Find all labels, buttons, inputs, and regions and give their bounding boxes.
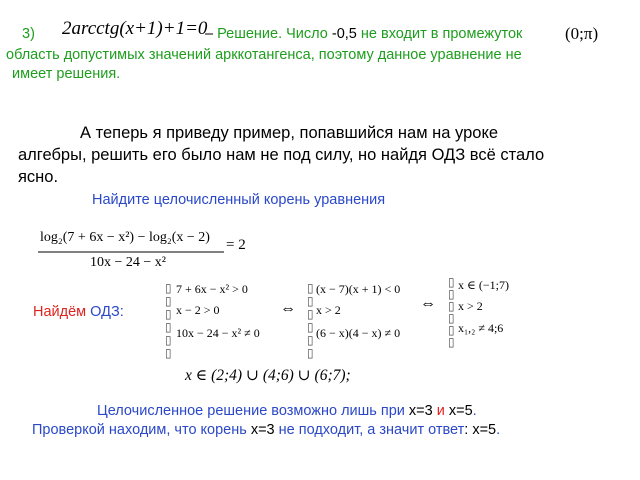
- solution-line1: [205, 25, 522, 44]
- system1-row2: x − 2 > 0: [176, 303, 220, 317]
- c2-e: x=5: [468, 422, 497, 438]
- system1-row1: 7 + 6x − x² > 0: [176, 282, 248, 296]
- system2-brace: ▯ ▯ ▯ ▯ ▯ ▯: [307, 281, 314, 360]
- system3-row3: x₁,₂ ≠ 4;6: [458, 321, 504, 335]
- task-text: Найдите целочисленный корень уравнения: [92, 192, 386, 208]
- system2-row2: x > 2: [316, 303, 341, 317]
- solution-line2: область допустимых значений арккотангенса, поэтому данное уравнение не: [6, 47, 522, 63]
- item-number: 3): [22, 26, 35, 42]
- conclusion-line1: [97, 402, 477, 421]
- c2-b: x=3: [250, 422, 275, 438]
- odz-label: [33, 303, 124, 322]
- c1-e: .: [472, 403, 477, 419]
- intro-line1: А теперь я приведу пример, попавшийся нам на уроке: [80, 124, 499, 142]
- system3-row2: x > 2: [458, 299, 483, 313]
- equation-numerator: log₂(7 + 6x − x²) − log₂(x − 2): [40, 230, 210, 245]
- odz-label-red: Найдём: [33, 304, 87, 320]
- system3-row1: x ∈ (−1;7): [458, 278, 509, 292]
- system2-row1: (x − 7)(x + 1) < 0: [316, 282, 401, 296]
- equiv-arrow-1: ⇔: [280, 300, 296, 317]
- intro-line2: алгебры, решить его было нам не под силу, но найдя ОДЗ всё стало: [18, 146, 545, 164]
- arcctg-equation: 2arcctg(x+1)+1=0: [62, 18, 208, 39]
- not-in-text: не входит в промежуток: [356, 26, 523, 42]
- equiv-arrow-2: ⇔: [420, 295, 436, 312]
- c2-d: :: [464, 422, 469, 438]
- solution-line3: имеет решения.: [12, 66, 121, 82]
- conclusion-line2: [32, 421, 500, 440]
- odz-result: x ∈ (2;4) ∪ (4;6) ∪ (6;7);: [185, 367, 351, 384]
- c2-f: .: [496, 422, 501, 438]
- system1-row3: 10x − 24 − x² ≠ 0: [176, 326, 260, 340]
- c2-c: не подходит, а значит ответ: [274, 422, 465, 438]
- system1-brace: ▯ ▯ ▯ ▯ ▯ ▯: [165, 281, 172, 360]
- number-value: -0,5: [331, 26, 357, 42]
- interval: (0;π): [565, 24, 599, 43]
- equation-rhs: = 2: [226, 237, 246, 253]
- c1-c: и: [432, 403, 449, 419]
- system2-row3: (6 − x)(4 − x) ≠ 0: [316, 326, 401, 340]
- c2-a: Проверкой находим, что корень: [32, 422, 251, 438]
- equation-denominator: 10x − 24 − x²: [90, 255, 166, 270]
- c1-b: x=3: [408, 403, 433, 419]
- intro-line3: ясно.: [18, 168, 59, 186]
- c1-a: Целочисленное решение возможно лишь при: [97, 403, 409, 419]
- system3-brace: ▯ ▯ ▯ ▯ ▯ ▯: [448, 275, 455, 349]
- solution-label: Решение. Число: [217, 26, 332, 42]
- odz-label-blue: ОДЗ:: [86, 304, 124, 320]
- c1-d: x=5: [448, 403, 473, 419]
- dash: –: [205, 26, 214, 42]
- fraction-bar: [38, 251, 224, 254]
